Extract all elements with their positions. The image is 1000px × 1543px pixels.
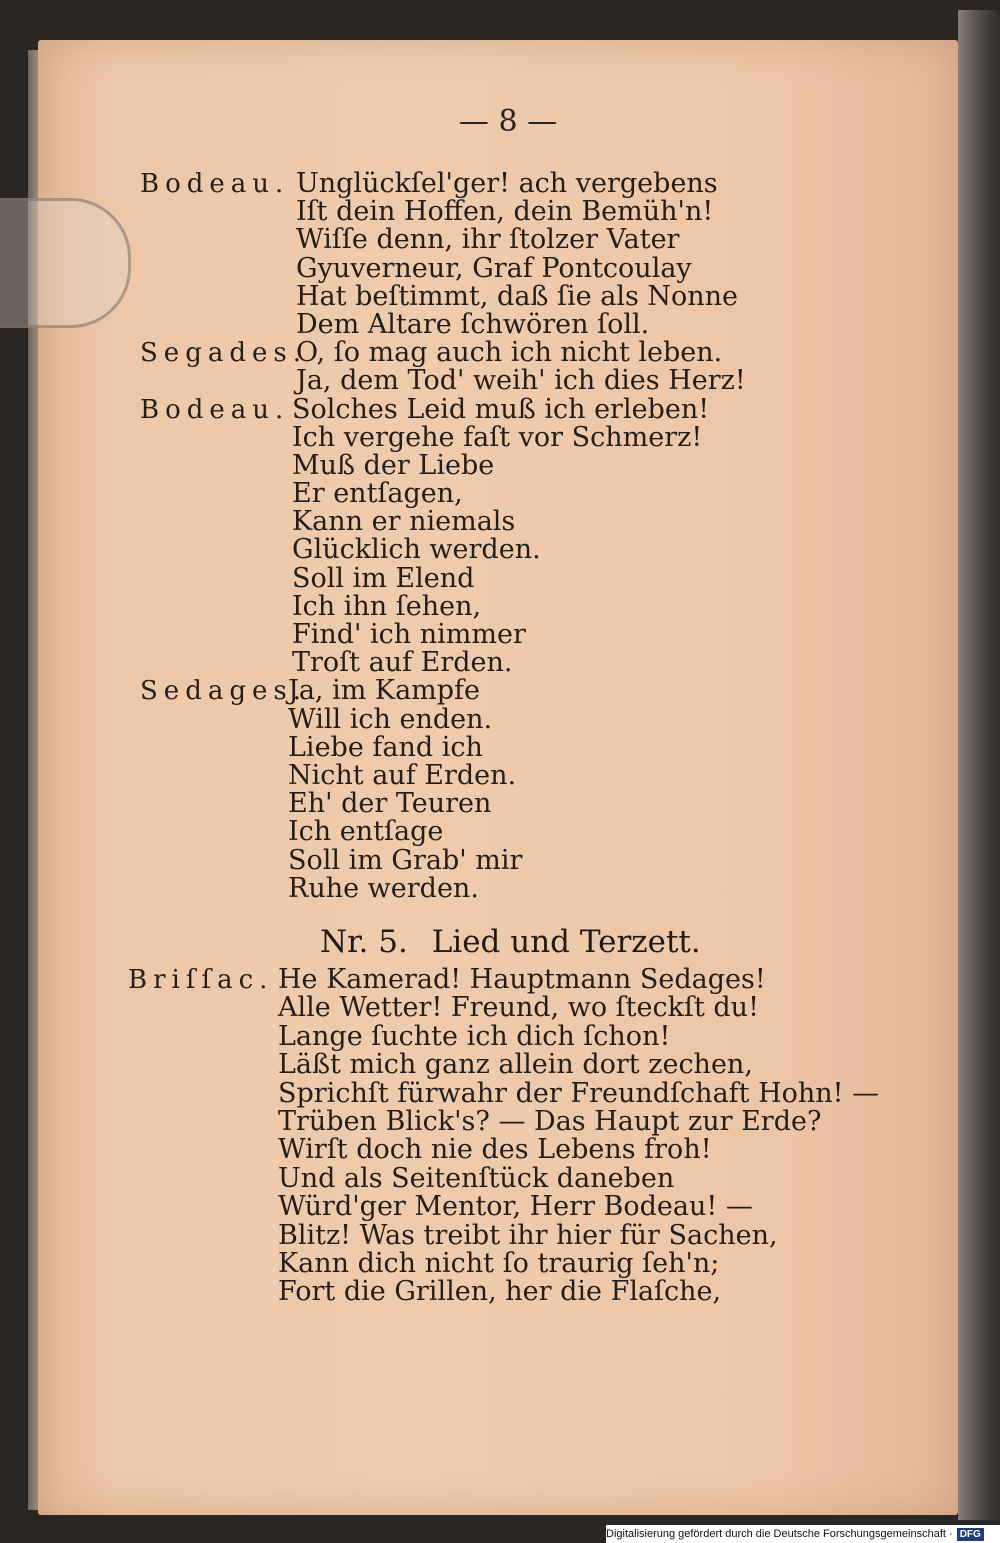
verse-row xyxy=(0,508,1000,536)
verse-line: Ich vergehe faſt vor Schmerz! xyxy=(292,421,703,453)
verse-row xyxy=(0,280,1000,312)
verse-line: Gyuverneur, Graf Pontcoulay xyxy=(296,252,692,284)
dialogue-section-one xyxy=(0,170,1000,903)
verse-line: Ich ihn ſehen, xyxy=(292,590,482,622)
verse-line: Trüben Blick's? — Das Haupt zur Erde? xyxy=(278,1105,822,1137)
speaker-name: Bodeau. xyxy=(140,169,290,199)
speaker-name: Sedages. xyxy=(140,676,307,707)
verse-row xyxy=(0,1247,1000,1279)
verse-row xyxy=(0,449,1000,481)
verse-row xyxy=(0,649,1000,677)
verse-line: Solches Leid muß ich erleben! xyxy=(292,393,710,425)
verse-row xyxy=(0,1278,1000,1306)
verse-line: Wiſſe denn, ihr ſtolzer Vater xyxy=(296,224,680,256)
verse-row xyxy=(0,677,1000,705)
speaker-name: Segades. xyxy=(140,338,307,369)
verse-line: Glücklich werden. xyxy=(292,534,541,566)
verse-row xyxy=(0,731,1000,763)
verse-row xyxy=(0,170,1000,198)
verse-row xyxy=(0,590,1000,622)
speaker-name: Briſſac. xyxy=(128,965,274,995)
verse-line: Lange ſuchte ich dich ſchon! xyxy=(278,1020,671,1052)
verse-row xyxy=(0,536,1000,564)
verse-row xyxy=(0,994,1000,1022)
verse-line: Ich entſage xyxy=(288,816,444,848)
dfg-logo: DFG xyxy=(957,1528,984,1541)
verse-row xyxy=(0,339,1000,367)
verse-row xyxy=(0,818,1000,846)
verse-row xyxy=(0,480,1000,508)
verse-row xyxy=(0,421,1000,453)
verse-row xyxy=(0,1077,1000,1109)
verse-line: Läßt mich ganz allein dort zechen, xyxy=(278,1049,753,1081)
verse-line: Liebe fand ich xyxy=(288,731,483,763)
verse-row xyxy=(0,966,1000,994)
verse-row xyxy=(0,759,1000,791)
verse-row xyxy=(0,844,1000,876)
verse-line: Würd'ger Mentor, Herr Bodeau! — xyxy=(278,1191,753,1223)
verse-row xyxy=(0,562,1000,594)
heading-number: Nr. 5. xyxy=(320,924,408,960)
verse-row xyxy=(0,393,1000,425)
verse-line: Dem Altare ſchwören ſoll. xyxy=(296,308,650,340)
verse-row xyxy=(0,252,1000,284)
verse-line: Find' ich nimmer xyxy=(292,619,526,650)
verse-row xyxy=(0,308,1000,340)
verse-row xyxy=(0,621,1000,649)
footer-text: Digitalisierung gefördert durch die Deutsche Forschungsgemeinschaft · xyxy=(606,1528,953,1540)
verse-line: Kann er niemals xyxy=(292,506,516,538)
verse-line: Hat beſtimmt, daß ſie als Nonne xyxy=(296,280,739,312)
verse-line: Alle Wetter! Freund, wo ſteckſt du! xyxy=(278,992,759,1024)
verse-line: O, ſo mag auch ich nicht leben. xyxy=(296,337,723,369)
heading-title: Lied und Terzett. xyxy=(431,924,701,960)
verse-line: Troſt auf Erden. xyxy=(292,647,513,679)
verse-row xyxy=(0,1193,1000,1221)
speaker-name: Bodeau. xyxy=(140,394,290,425)
dialogue-section-two xyxy=(0,966,1000,1307)
verse-row xyxy=(0,226,1000,254)
verse-line: Ja, im Kampfe xyxy=(288,675,481,707)
verse-line: Er entſagen, xyxy=(292,478,463,510)
verse-line: Soll im Grab' mir xyxy=(288,844,523,876)
verse-line: He Kamerad! Hauptmann Sedages! xyxy=(278,964,766,995)
section-heading xyxy=(320,924,701,960)
funding-footer xyxy=(606,1525,1000,1543)
verse-line: Will ich enden. xyxy=(288,703,493,735)
verse-line: Soll im Elend xyxy=(292,562,475,594)
verse-line: Wirſt doch nie des Lebens froh! xyxy=(278,1134,712,1166)
verse-row xyxy=(0,872,1000,904)
verse-row xyxy=(0,1219,1000,1251)
verse-line: Ja, dem Tod' weih' ich dies Herz! xyxy=(296,365,746,397)
verse-line: Blitz! Was treibt ihr hier für Sachen, xyxy=(278,1219,778,1251)
page-number: — 8 — xyxy=(458,104,558,139)
verse-line: Iſt dein Hoffen, dein Bemüh'n! xyxy=(296,196,714,228)
verse-row xyxy=(0,703,1000,735)
verse-line: Fort die Grillen, her die Flaſche, xyxy=(278,1276,722,1308)
verse-line: Ruhe werden. xyxy=(288,872,479,904)
verse-row xyxy=(0,1051,1000,1079)
verse-line: Unglückſel'ger! ach vergebens xyxy=(296,168,718,199)
verse-row xyxy=(0,1136,1000,1164)
verse-row xyxy=(0,198,1000,226)
verse-row xyxy=(0,1162,1000,1194)
verse-line: Kann dich nicht ſo traurig ſeh'n; xyxy=(278,1247,720,1279)
verse-row xyxy=(0,367,1000,395)
verse-line: Und als Seitenſtück daneben xyxy=(278,1162,675,1194)
verse-row xyxy=(0,1020,1000,1052)
verse-line: Nicht auf Erden. xyxy=(288,759,517,791)
verse-line: Muß der Liebe xyxy=(292,449,495,481)
verse-line: Eh' der Teuren xyxy=(288,788,492,820)
verse-line: Sprichſt fürwahr der Freundſchaft Hohn! — xyxy=(278,1077,880,1109)
verse-row xyxy=(0,1105,1000,1137)
verse-row xyxy=(0,790,1000,818)
